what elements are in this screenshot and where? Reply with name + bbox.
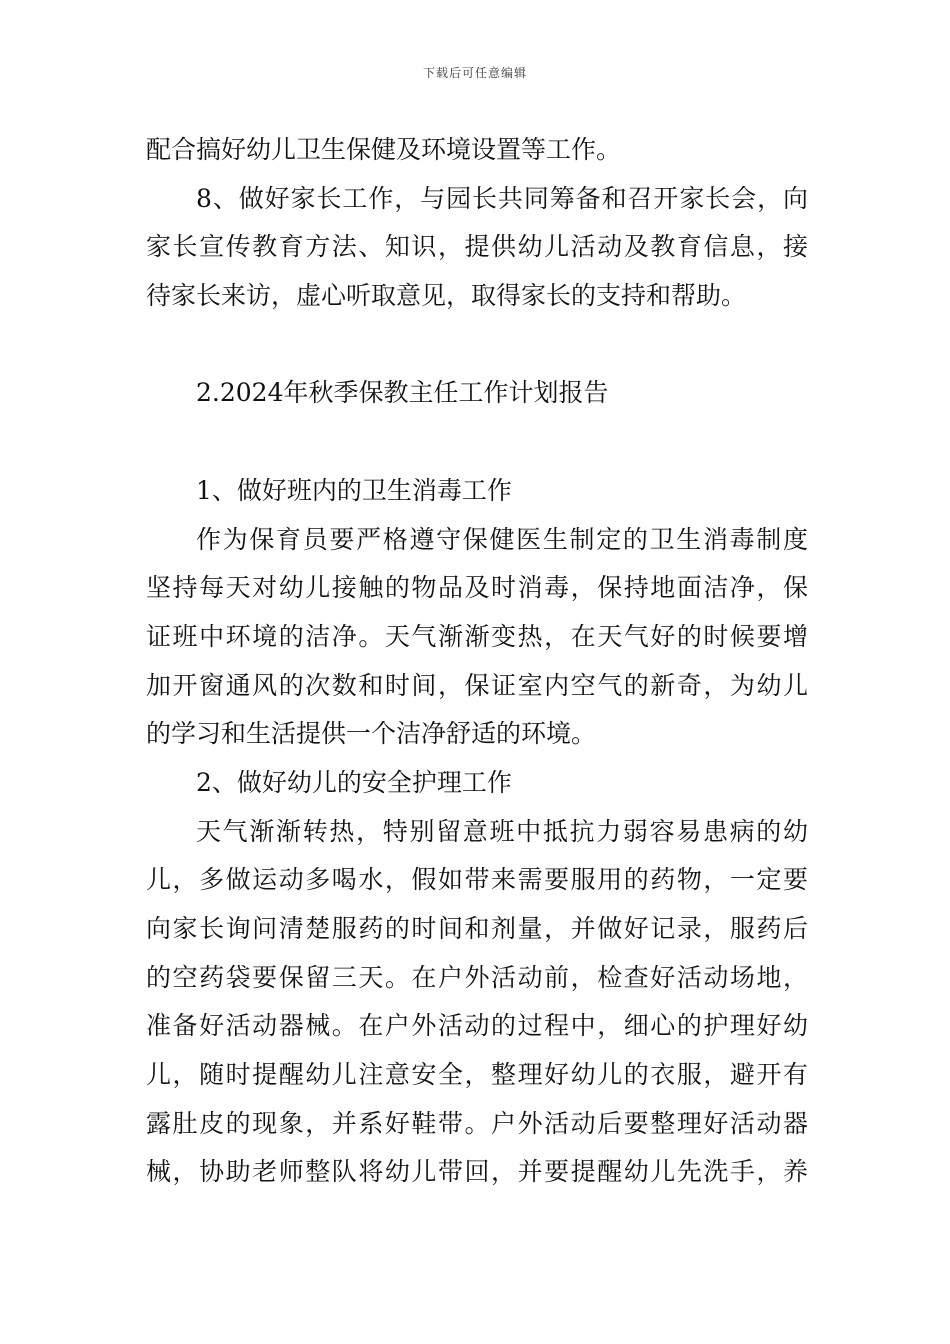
text-line: 家长宣传教育方法、知识，提供幼儿活动及教育信息，接 (146, 232, 808, 262)
text-line: 作为保育员要严格遵守保健医生制定的卫生消毒制度 (196, 524, 808, 554)
text-line: 向家长询问清楚服药的时间和剂量，并做好记录，服药后 (146, 914, 808, 943)
document-body (146, 126, 808, 1197)
text-line: 证班中环境的洁净。天气渐渐变热，在天气好的时候要增 (146, 621, 808, 651)
text-line: 的学习和生活提供一个洁净舒适的环境。 (146, 719, 597, 749)
section-spacer (146, 418, 808, 467)
text-line: 1、做好班内的卫生消毒工作 (196, 475, 512, 505)
text-line: 露肚皮的现象，并系好鞋带。户外活动后要整理好活动器 (146, 1108, 808, 1138)
page-header-note: 下载后可任意编辑 (422, 66, 527, 80)
text-line: 8、做好家长工作，与园长共同筹备和召开家长会，向 (196, 183, 808, 213)
text-line: 天气渐渐转热，特别留意班中抵抗力弱容易患病的幼 (196, 816, 808, 846)
text-line: 配合搞好幼儿卫生保健及环境设置等工作。 (146, 135, 622, 164)
text-line: 坚持每天对幼儿接触的物品及时消毒，保持地面洁净，保 (146, 573, 808, 603)
text-line: 加开窗通风的次数和时间，保证室内空气的新奇，为幼儿 (146, 670, 808, 700)
text-line: 待家长来访，虚心听取意见，取得家长的支持和帮助。 (146, 281, 747, 311)
text-line: 准备好活动器械。在户外活动的过程中，细心的护理好幼 (146, 1011, 808, 1041)
section-spacer (146, 321, 808, 370)
text-line: 儿，多做运动多喝水，假如带来需要服用的药物，一定要 (146, 865, 808, 895)
text-line: 2.2024年秋季保教主任工作计划报告 (196, 378, 609, 408)
text-line: 2、做好幼儿的安全护理工作 (196, 767, 512, 797)
text-line: 儿，随时提醒幼儿注意安全，整理好幼儿的衣服，避开有 (146, 1060, 808, 1090)
text-line: 械，协助老师整队将幼儿带回，并要提醒幼儿先洗手，养 (146, 1157, 808, 1187)
text-line: 的空药袋要保留三天。在户外活动前，检查好活动场地， (146, 962, 808, 992)
